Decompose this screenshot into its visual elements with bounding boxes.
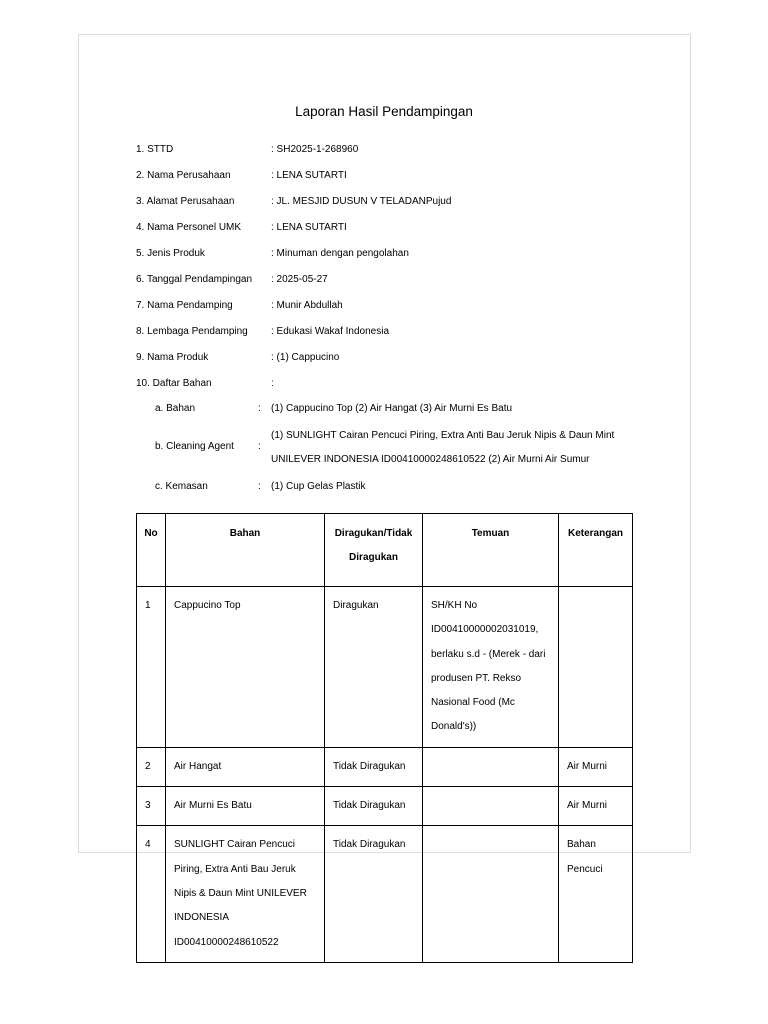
cell-bahan xyxy=(166,787,325,826)
cell-keterangan-line: Pencuci xyxy=(567,863,603,875)
table-header-row xyxy=(137,514,633,587)
field-value-tanggal: : 2025-05-27 xyxy=(271,274,328,285)
sub-label-cleaning-agent: b. Cleaning Agent xyxy=(155,441,234,452)
cell-keterangan xyxy=(559,587,633,748)
field-label-tanggal: 6. Tanggal Pendampingan xyxy=(136,274,253,285)
table-row xyxy=(137,787,633,826)
sub-label-bahan: a. Bahan xyxy=(155,403,196,414)
cell-diragukan: Diragukan xyxy=(325,587,423,748)
sub-label-kemasan: c. Kemasan xyxy=(155,481,208,492)
header-keterangan: Keterangan xyxy=(559,514,633,587)
sub-value-kemasan: (1) Cup Gelas Plastik xyxy=(271,481,366,492)
field-value-jenis-produk: : Minuman dengan pengolahan xyxy=(271,248,409,259)
table-row xyxy=(137,826,633,962)
sub-value-bahan: (1) Cappucino Top (2) Air Hangat (3) Air Murni Es Batu xyxy=(271,403,513,414)
field-label-alamat-perusahaan: 3. Alamat Perusahaan xyxy=(136,196,235,207)
table-body xyxy=(137,587,633,963)
field-value-nama-perusahaan: : LENA SUTARTI xyxy=(271,170,347,181)
cell-diragukan: Tidak Diragukan xyxy=(325,787,423,826)
cell-bahan-line: Piring, Extra Anti Bau Jeruk xyxy=(174,863,296,875)
header-diragukan xyxy=(325,514,423,587)
report-title: Laporan Hasil Pendampingan xyxy=(295,104,473,119)
cell-keterangan-line: Air Murni xyxy=(567,800,608,812)
field-label-nama-produk: 9. Nama Produk xyxy=(136,352,209,363)
sub-colon-kemasan: : xyxy=(258,481,261,492)
bahan-table xyxy=(136,513,633,963)
cell-bahan-line: INDONESIA xyxy=(174,912,230,924)
field-value-alamat-perusahaan: : JL. MESJID DUSUN V TELADANPujud xyxy=(271,196,452,207)
cell-keterangan-line: Air Murni xyxy=(567,760,608,772)
cell-temuan-line: berlaku s.d - (Merek - dari xyxy=(431,648,546,660)
cell-temuan xyxy=(423,826,559,962)
cell-bahan-line: ID00410000248610522 xyxy=(174,936,279,948)
field-value-lembaga: : Edukasi Wakaf Indonesia xyxy=(271,326,390,337)
field-value-nama-pendamping: : Munir Abdullah xyxy=(271,300,343,311)
cell-no: 3 xyxy=(137,787,166,826)
cell-bahan-line: Cappucino Top xyxy=(174,600,241,611)
cell-bahan xyxy=(166,747,325,786)
field-value-sttd: : SH2025-1-268960 xyxy=(271,144,359,155)
field-label-nama-pendamping: 7. Nama Pendamping xyxy=(136,300,233,311)
cell-keterangan xyxy=(559,747,633,786)
field-value-nama-produk: : (1) Cappucino xyxy=(271,352,340,363)
sub-colon-cleaning-agent: : xyxy=(258,441,261,452)
cell-temuan xyxy=(423,587,559,748)
cell-temuan-line: ID00410000002031019, xyxy=(431,624,539,636)
header-temuan: Temuan xyxy=(423,514,559,587)
sub-value-cleaning-agent-line1: (1) SUNLIGHT Cairan Pencuci Piring, Extra Anti Bau Jeruk Nipis & Daun Mint xyxy=(271,430,615,441)
field-label-lembaga: 8. Lembaga Pendamping xyxy=(136,326,248,337)
cell-temuan-line: Nasional Food (Mc xyxy=(431,697,515,709)
cell-bahan xyxy=(166,587,325,748)
cell-no: 4 xyxy=(137,826,166,962)
field-label-jenis-produk: 5. Jenis Produk xyxy=(136,248,205,259)
field-label-nama-perusahaan: 2. Nama Perusahaan xyxy=(136,170,231,181)
cell-no: 2 xyxy=(137,747,166,786)
sub-value-cleaning-agent-line2: UNILEVER INDONESIA ID00410000248610522 (2) Air Murni Air Sumur xyxy=(271,454,590,465)
field-label-nama-personel: 4. Nama Personel UMK xyxy=(136,222,242,233)
sub-colon-bahan: : xyxy=(258,403,261,414)
cell-temuan-line: produsen PT. Rekso xyxy=(431,672,522,684)
cell-bahan-line: Air Murni Es Batu xyxy=(174,800,252,812)
cell-temuan-line: SH/KH No xyxy=(431,600,478,611)
cell-temuan xyxy=(423,787,559,826)
cell-keterangan xyxy=(559,826,633,962)
header-no: No xyxy=(137,514,166,587)
header-diragukan-line2: Diragukan xyxy=(349,552,398,564)
cell-no: 1 xyxy=(137,587,166,748)
cell-bahan-line: Nipis & Daun Mint UNILEVER xyxy=(174,887,307,899)
cell-keterangan xyxy=(559,787,633,826)
header-diragukan-line1: Diragukan/Tidak xyxy=(334,528,413,539)
cell-temuan-line: Donald's)) xyxy=(431,721,477,733)
table-row xyxy=(137,587,633,748)
field-label-sttd: 1. STTD xyxy=(136,144,174,155)
field-value-daftar-bahan: : xyxy=(271,378,274,389)
cell-bahan xyxy=(166,826,325,962)
cell-diragukan: Tidak Diragukan xyxy=(325,826,423,962)
cell-diragukan: Tidak Diragukan xyxy=(325,747,423,786)
table-row xyxy=(137,747,633,786)
cell-temuan xyxy=(423,747,559,786)
cell-bahan-line: Air Hangat xyxy=(174,760,222,772)
cell-bahan-line: SUNLIGHT Cairan Pencuci xyxy=(174,839,295,851)
field-value-nama-personel: : LENA SUTARTI xyxy=(271,222,347,233)
cell-keterangan-line: Bahan xyxy=(567,839,596,851)
field-label-daftar-bahan: 10. Daftar Bahan xyxy=(136,378,212,389)
header-bahan: Bahan xyxy=(166,514,325,587)
